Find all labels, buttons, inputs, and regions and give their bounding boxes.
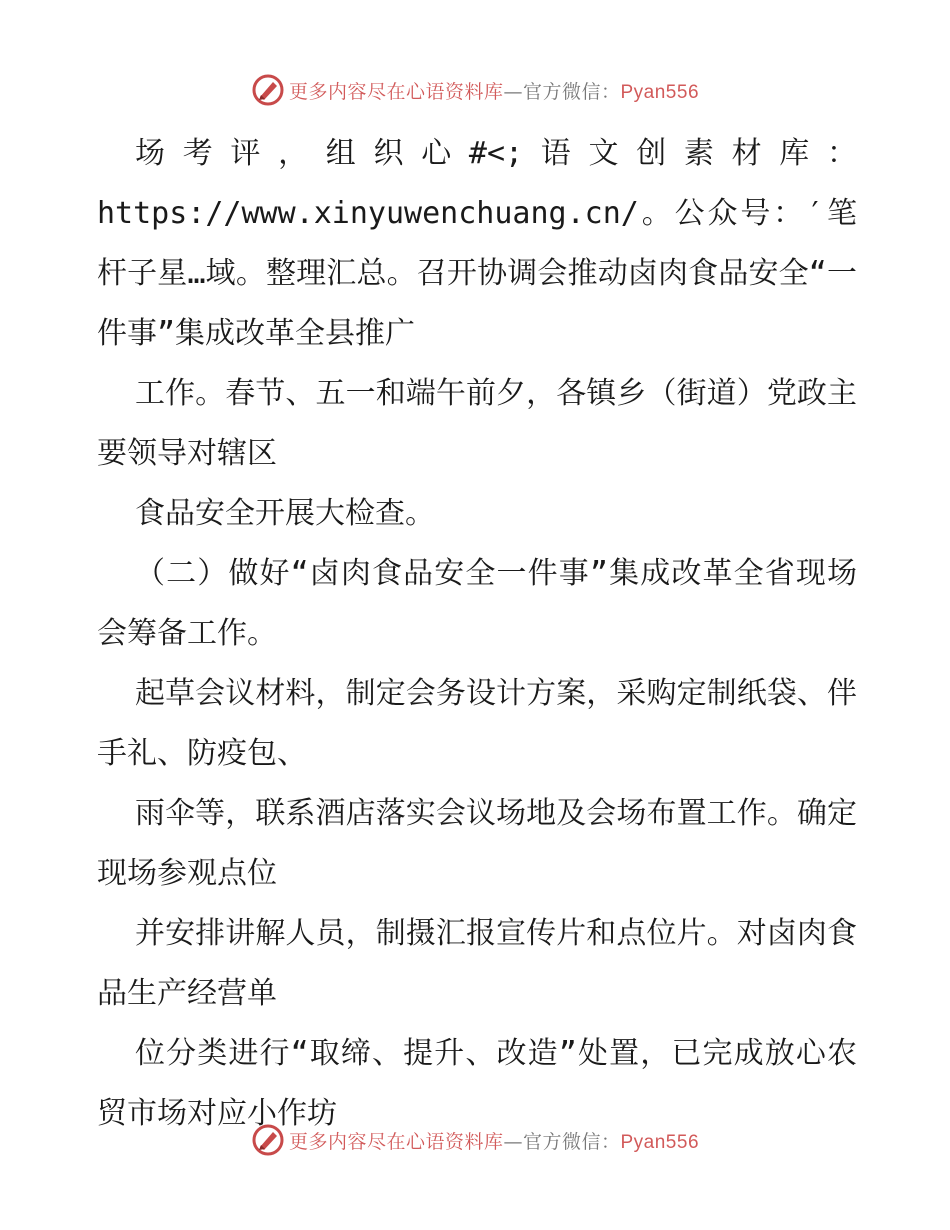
watermark-banner-top	[0, 70, 950, 110]
paragraph: 并安排讲解人员，制摄汇报宣传片和点位片。对卤肉食品生产经营单	[97, 916, 857, 1011]
paragraph: 雨伞等，联系酒店落实会议场地及会场布置工作。确定现场参观点位	[97, 796, 857, 891]
pen-logo-icon	[251, 1123, 285, 1157]
watermark-banner-bottom	[0, 1120, 950, 1160]
paragraph: 食品安全开展大检查。	[135, 496, 435, 531]
paragraph: 位分类进行“取缔、提升、改造”处置，已完成放心农贸市场对应小作坊	[97, 1036, 857, 1131]
pen-logo-icon	[251, 73, 285, 107]
paragraph: 场考评，组织心#<;语文创素材库：https://www.xinyuwenchuang.cn/。公众号：′笔杆子星…域。整理汇总。召开协调会推动卤肉食品安全“一件事”集成改革全县推广	[97, 136, 857, 351]
document-body	[97, 124, 857, 1144]
watermark-text: 更多内容尽在心语资料库—官方微信：Pyan556	[288, 1130, 700, 1153]
paragraph: 起草会议材料，制定会务设计方案，采购定制纸袋、伴手礼、防疫包、	[97, 676, 857, 771]
watermark-text: 更多内容尽在心语资料库—官方微信：Pyan556	[288, 80, 700, 103]
paragraph: 工作。春节、五一和端午前夕，各镇乡（街道）党政主要领导对辖区	[97, 376, 857, 471]
paragraph: （二）做好“卤肉食品安全一件事”集成改革全省现场会筹备工作。	[97, 556, 857, 651]
